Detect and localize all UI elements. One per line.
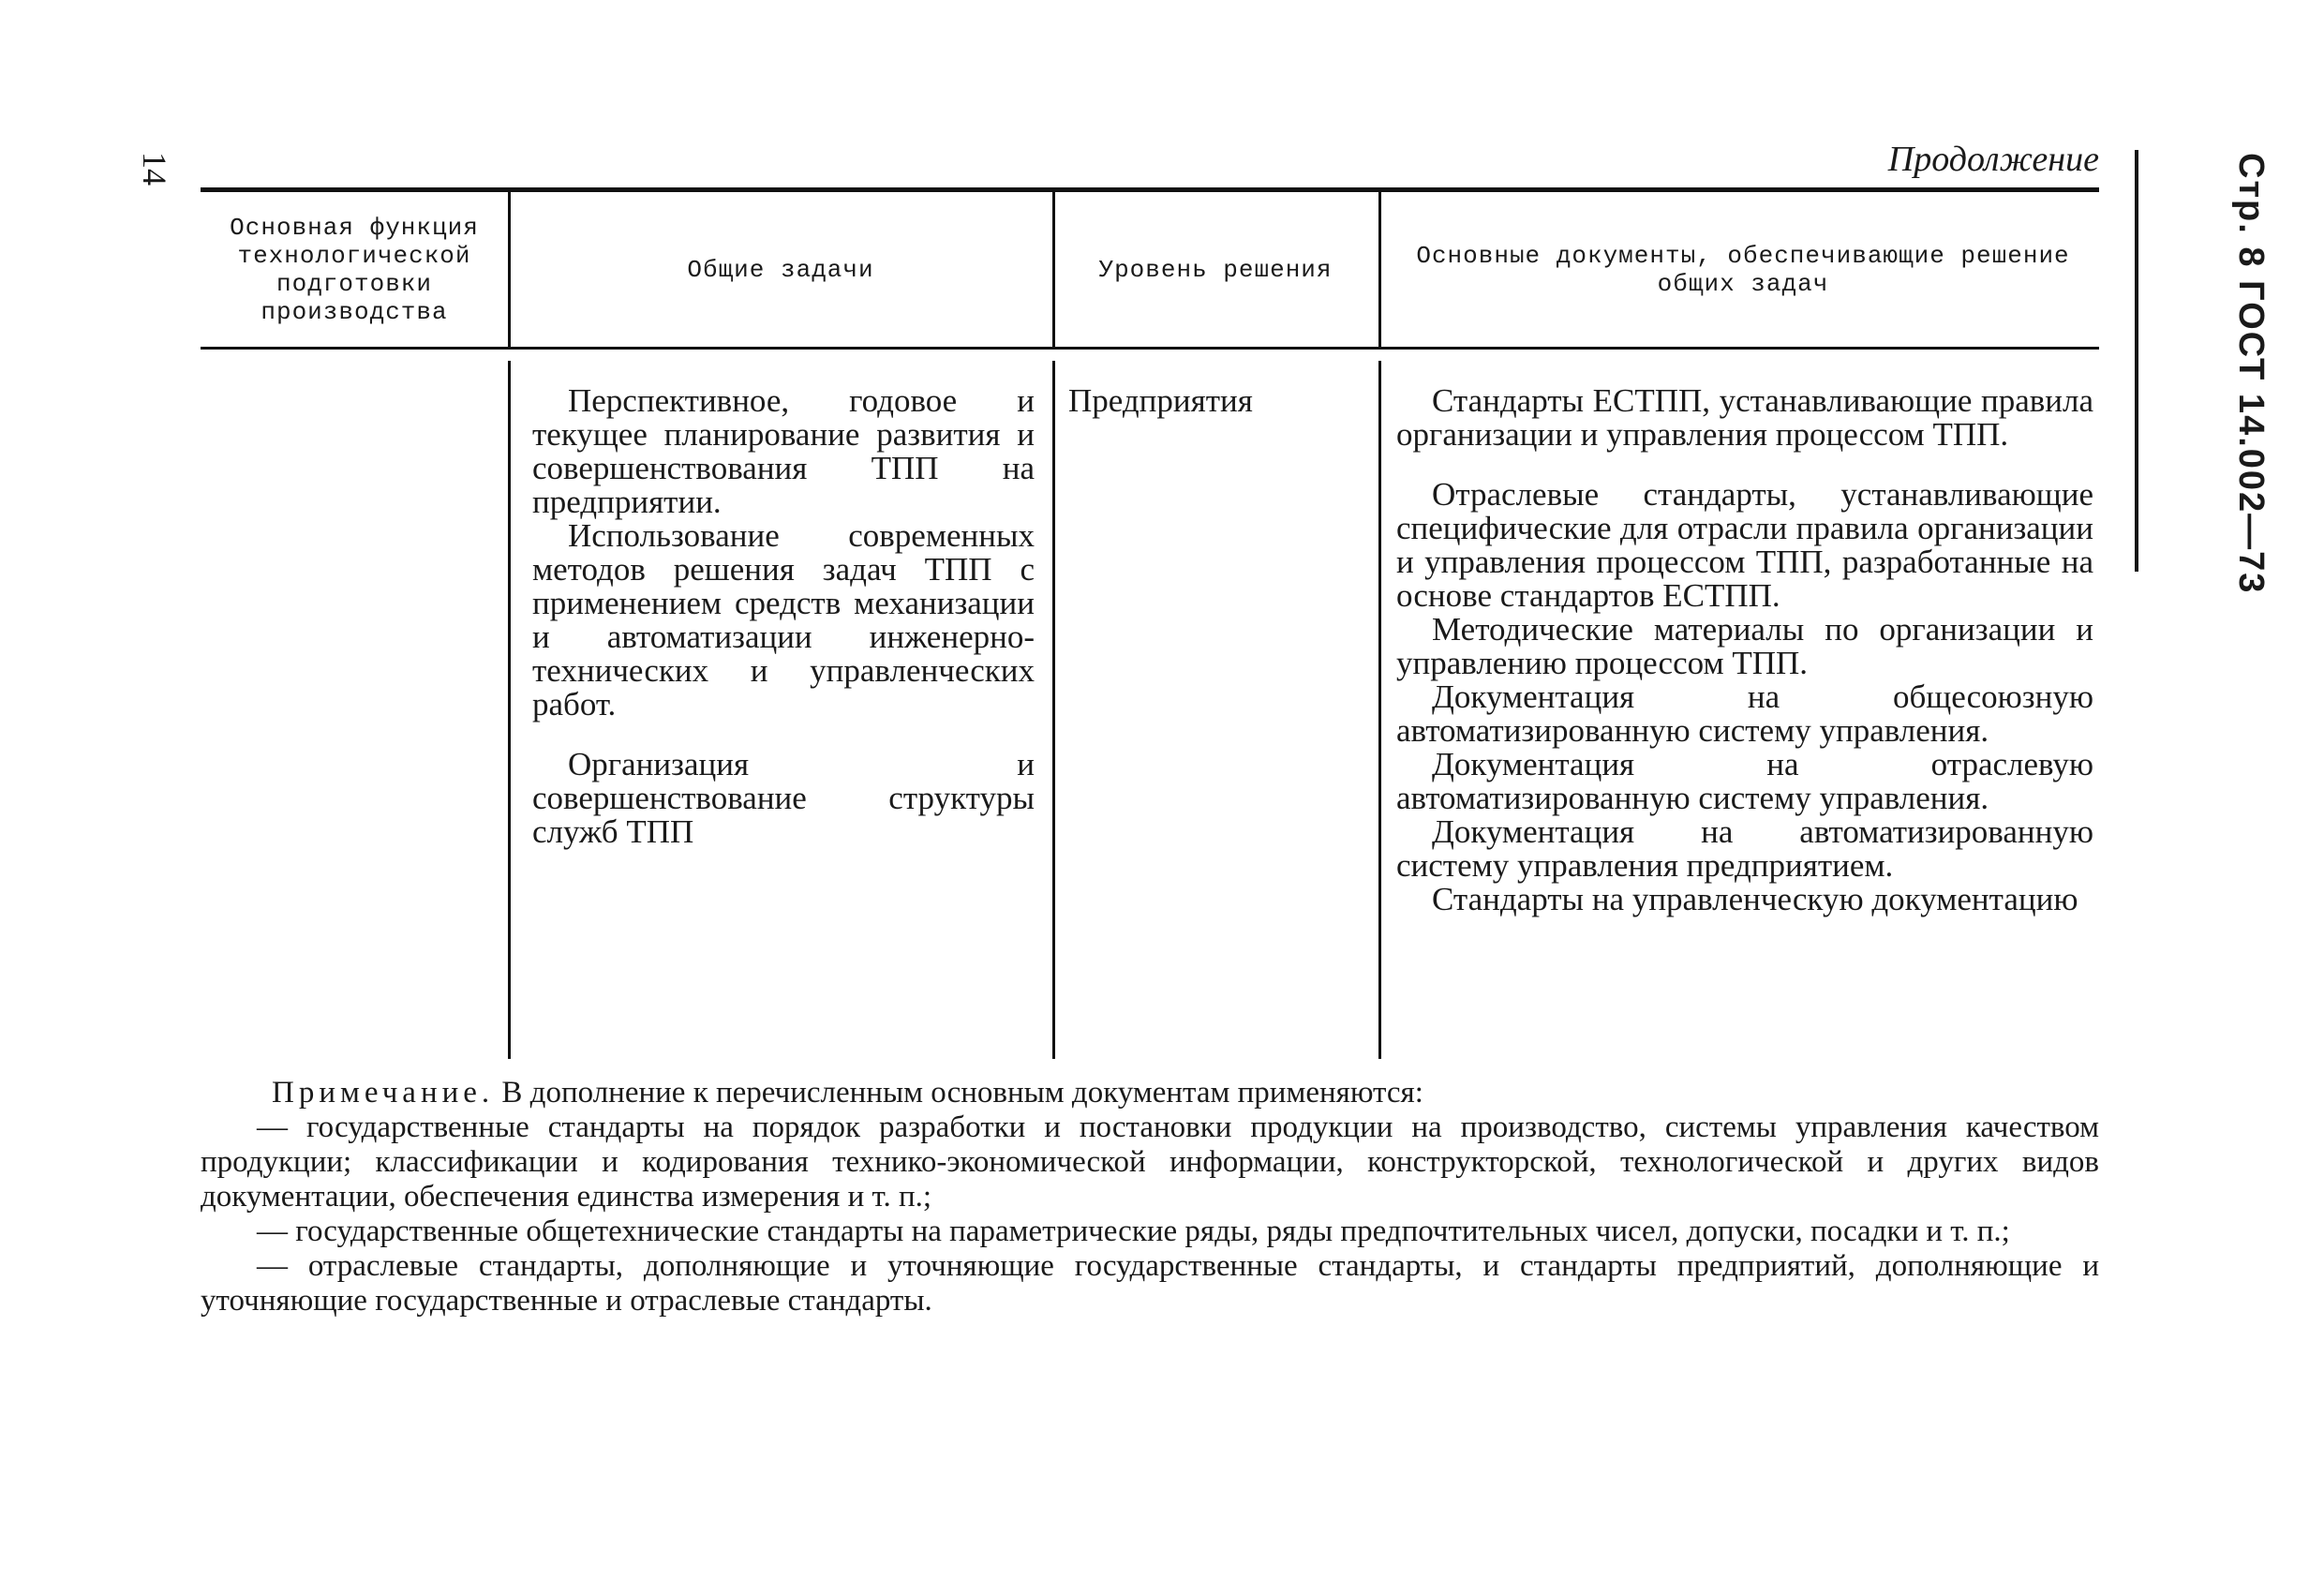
side-header: Стр. 8 ГОСТ 14.002—73 (2231, 153, 2271, 595)
document-paragraph: Документация на общесоюзную автоматизированную систему управления. (1396, 678, 2093, 749)
task-paragraph: Организация и совершенствование структуры служб ТПП (532, 746, 1035, 850)
document-paragraph: Документация на автоматизированную систему управления предприятием. (1396, 813, 2093, 884)
note-item: — отраслевые стандарты, дополняющие и уточняющие государственные стандарты, и стандарты предприятий, дополняющие и уточняющие государственные и отраслевые стандарты. (201, 1249, 2099, 1318)
header-level: Уровень решения (1098, 256, 1333, 284)
page-number: 14 (136, 152, 173, 186)
header-documents: Основные документы, обеспечивающие решение общих задач (1416, 242, 2070, 298)
column-divider (508, 361, 511, 1059)
document-paragraph: Стандарты на управленческую документацию (1432, 881, 2078, 917)
task-paragraph: Перспективное, годовое и текущее планирование развития и совершенствования ТПП на предприятии. (532, 382, 1035, 520)
table-top-rule (201, 187, 2099, 192)
document-paragraph: Документация на отраслевую автоматизированную систему управления. (1396, 746, 2093, 816)
column-divider (508, 192, 511, 347)
header-tasks: Общие задачи (687, 256, 874, 284)
note-item: — государственные общетехнические стандарты на параметрические ряды, ряды предпочтительных чисел, допуски, посадки и т. п.; (257, 1214, 2010, 1248)
note-block (201, 1076, 2099, 1318)
header-function: Основная функция технологической подготовки производства (230, 214, 479, 326)
document-paragraph: Методические материалы по организации и управлению процессом ТПП. (1396, 611, 2093, 681)
note-title: Примечание. (272, 1076, 495, 1110)
column-divider (1378, 192, 1381, 347)
document-paragraph: Отраслевые стандарты, устанавливающие специфические для отрасли правила организации и управления процессом ТПП, разработанные на основе стандартов ЕСТПП. (1396, 476, 2093, 614)
document-paragraph: Стандарты ЕСТПП, устанавливающие правила организации и управления процессом ТПП. (1396, 382, 2093, 453)
side-header-rule (2135, 150, 2138, 572)
cell-documents (1396, 384, 2093, 916)
column-divider (1052, 192, 1055, 347)
cell-tasks (532, 384, 1035, 849)
continuation-label: Продолжение (1887, 140, 2099, 179)
note-intro: В дополнение к перечисленным основным документам применяются: (501, 1076, 1423, 1110)
column-divider (1378, 361, 1381, 1059)
note-item: — государственные стандарты на порядок разработки и постановки продукции на производство, системы управления качеством продукции; классификации и кодирования технико-экономической информации, конструкторской, технологической и других видов документации, обеспечения единства измерения и т. п.; (201, 1110, 2099, 1214)
cell-level: Предприятия (1068, 382, 1253, 419)
task-paragraph: Использование современных методов решения задач ТПП с применением средств механизации и автоматизации инженерно-технических и управленческих работ. (532, 517, 1035, 723)
table-header-rule (201, 347, 2099, 350)
column-divider (1052, 361, 1055, 1059)
